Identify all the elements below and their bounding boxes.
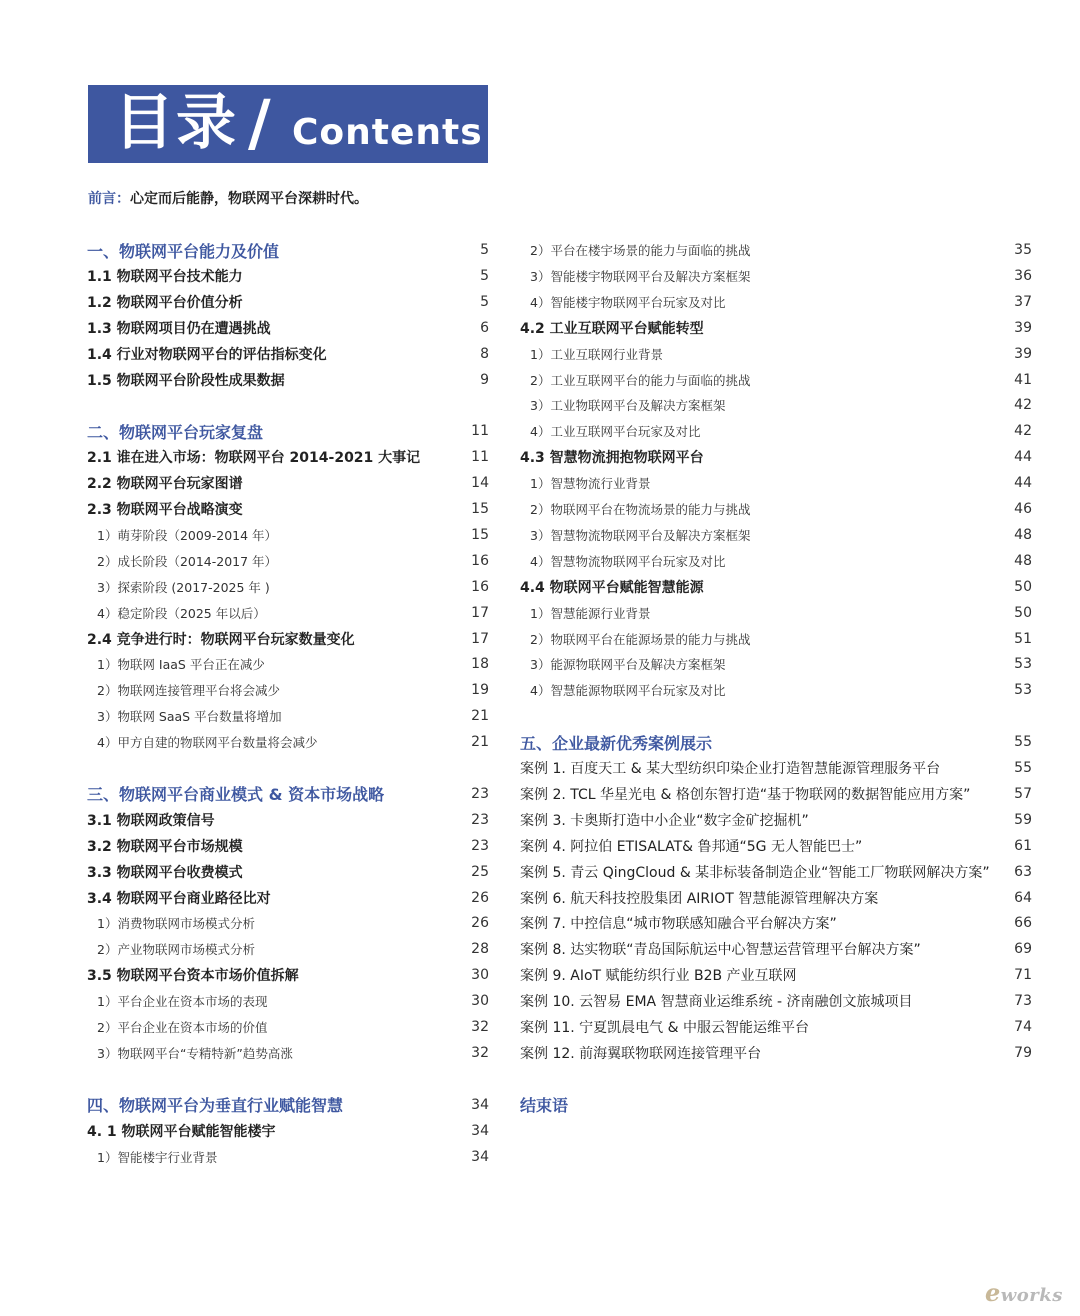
toc-entry-title: 2.1 谁在进入市场：物联网平台 2014-2021 大事记 bbox=[87, 450, 421, 467]
toc-entry-title: 2）工业互联网平台的能力与面临的挑战 bbox=[530, 372, 751, 388]
toc-subsection-entry[interactable] bbox=[87, 470, 489, 496]
toc-page-number: 57 bbox=[1014, 785, 1032, 802]
toc-page-number: 30 bbox=[471, 967, 489, 984]
toc-page-number: 5 bbox=[480, 267, 489, 284]
toc-section-entry[interactable] bbox=[520, 729, 1032, 755]
toc-page-number: 39 bbox=[1014, 345, 1032, 362]
toc-entry-title: 3.1 物联网政策信号 bbox=[87, 812, 215, 829]
toc-page-number: 44 bbox=[1014, 449, 1032, 466]
title-english: Contents bbox=[292, 112, 483, 153]
toc-page-number: 21 bbox=[471, 708, 489, 725]
toc-entry-title: 3.5 物联网平台资本市场价值拆解 bbox=[87, 968, 299, 985]
toc-item-entry[interactable] bbox=[520, 496, 1032, 522]
toc-section-entry[interactable] bbox=[87, 237, 489, 263]
toc-page-number: 32 bbox=[471, 1044, 489, 1061]
toc-page-number: 50 bbox=[1014, 578, 1032, 595]
toc-page-number: 73 bbox=[1014, 993, 1032, 1010]
toc-entry-title: 3.3 物联网平台收费模式 bbox=[87, 864, 243, 881]
toc-page-number: 37 bbox=[1014, 293, 1032, 310]
toc-page-number: 15 bbox=[471, 526, 489, 543]
toc-entry-title: 3）能源物联网平台及解决方案框架 bbox=[530, 657, 726, 673]
toc-case-entry[interactable] bbox=[520, 807, 1032, 833]
toc-entry-title: 案例 2. TCL 华星光电 & 格创东智打造“基于物联网的数据智能应用方案” bbox=[520, 786, 971, 803]
toc-page-number: 55 bbox=[1014, 760, 1032, 776]
toc-item-entry[interactable] bbox=[87, 574, 489, 600]
toc-entry-title: 2）平台在楼宇场景的能力与面临的挑战 bbox=[530, 243, 751, 258]
preface-label: 前言： bbox=[88, 191, 130, 207]
toc-subsection-entry[interactable] bbox=[87, 315, 489, 341]
toc-subsection-entry[interactable] bbox=[87, 341, 489, 367]
toc-case-entry[interactable] bbox=[520, 781, 1032, 807]
toc-item-entry[interactable] bbox=[87, 729, 489, 755]
toc-item-entry[interactable] bbox=[87, 651, 489, 677]
toc-item-entry[interactable] bbox=[520, 263, 1032, 289]
toc-entry-title: 2）物联网平台在能源场景的能力与挑战 bbox=[530, 631, 751, 647]
toc-page-number: 16 bbox=[471, 578, 489, 595]
toc-entry-title: 1）智慧物流行业背景 bbox=[530, 476, 651, 492]
contents-title-banner bbox=[88, 85, 488, 163]
toc-case-entry[interactable] bbox=[520, 885, 1032, 911]
toc-subsection-entry[interactable] bbox=[87, 833, 489, 859]
toc-page-number: 55 bbox=[1014, 734, 1032, 751]
toc-entry-title: 1）消费物联网市场模式分析 bbox=[97, 916, 255, 932]
toc-section-entry[interactable] bbox=[87, 781, 489, 807]
toc-page-number: 14 bbox=[471, 475, 489, 492]
toc-entry-title: 4）智慧能源物联网平台玩家及对比 bbox=[530, 683, 726, 699]
toc-page-number: 26 bbox=[471, 915, 489, 932]
toc-page-number: 41 bbox=[1014, 371, 1032, 388]
toc-item-entry[interactable] bbox=[520, 470, 1032, 496]
toc-item-entry[interactable] bbox=[87, 703, 489, 729]
toc-page-number: 11 bbox=[471, 423, 489, 440]
toc-page-number: 19 bbox=[471, 682, 489, 699]
toc-page-number: 48 bbox=[1014, 552, 1032, 569]
toc-entry-title: 案例 12. 前海翼联物联网连接管理平台 bbox=[520, 1045, 762, 1062]
toc-page-number: 42 bbox=[1014, 397, 1032, 414]
toc-entry-title: 1）智能楼宇行业背景 bbox=[97, 1149, 218, 1165]
toc-entry-title: 2）产业物联网市场模式分析 bbox=[97, 942, 255, 958]
toc-entry-title: 二、物联网平台玩家复盘 bbox=[87, 422, 264, 442]
toc-subsection-entry[interactable] bbox=[87, 885, 489, 911]
toc-entry-title: 4. 1 物联网平台赋能智能楼宇 bbox=[87, 1123, 276, 1140]
toc-entry-title: 3.4 物联网平台商业路径比对 bbox=[87, 890, 271, 907]
toc-page-number: 64 bbox=[1014, 889, 1032, 906]
eworks-logo bbox=[985, 1278, 1063, 1307]
toc-entry-title: 2.3 物联网平台战略演变 bbox=[87, 502, 243, 518]
toc-entry-title: 2）成长阶段（2014-2017 年） bbox=[97, 553, 278, 569]
toc-item-entry[interactable] bbox=[520, 522, 1032, 548]
toc-item-entry[interactable] bbox=[520, 392, 1032, 418]
toc-page-number: 16 bbox=[471, 552, 489, 569]
toc-page-number: 9 bbox=[480, 371, 489, 388]
toc-entry-title: 3.2 物联网平台市场规模 bbox=[87, 838, 243, 855]
toc-page-number: 42 bbox=[1014, 423, 1032, 440]
toc-page-number: 53 bbox=[1014, 682, 1032, 699]
toc-entry-title: 案例 3. 卡奥斯打造中小企业“数字金矿挖掘机” bbox=[520, 812, 809, 829]
toc-page-number: 30 bbox=[471, 993, 489, 1010]
toc-entry-title: 1.4 行业对物联网平台的评估指标变化 bbox=[87, 346, 327, 363]
logo-e: e bbox=[985, 1278, 1001, 1307]
logo-text: works bbox=[1000, 1285, 1063, 1306]
toc-page-number: 21 bbox=[471, 734, 489, 751]
toc-entry-title: 案例 11. 宁夏凯晨电气 & 中服云智能运维平台 bbox=[520, 1020, 809, 1036]
toc-entry-title: 4）稳定阶段（2025 年以后） bbox=[97, 605, 266, 621]
toc-page-number: 23 bbox=[471, 837, 489, 854]
toc-item-entry[interactable] bbox=[520, 289, 1032, 315]
toc-page-number: 18 bbox=[471, 656, 489, 673]
toc-page-number: 63 bbox=[1014, 863, 1032, 880]
toc-page-number: 23 bbox=[471, 785, 489, 802]
toc-page-number: 5 bbox=[480, 242, 489, 258]
toc-item-entry[interactable] bbox=[520, 677, 1032, 703]
toc-page-number: 51 bbox=[1014, 630, 1032, 647]
toc-section-entry[interactable] bbox=[87, 418, 489, 444]
toc-item-entry[interactable] bbox=[520, 600, 1032, 626]
toc-entry-title: 3）智能楼宇物联网平台及解决方案框架 bbox=[530, 268, 751, 284]
toc-page-number: 71 bbox=[1014, 967, 1032, 984]
toc-case-entry[interactable] bbox=[520, 859, 1032, 885]
toc-page-number: 11 bbox=[471, 449, 489, 466]
title-chinese: 目录 bbox=[114, 88, 238, 158]
toc-entry-title: 4）甲方自建的物联网平台数量将会减少 bbox=[97, 735, 318, 751]
toc-entry-title: 案例 8. 达实物联“青岛国际航运中心智慧运营管理平台解决方案” bbox=[520, 942, 921, 959]
toc-item-entry[interactable] bbox=[87, 548, 489, 574]
toc-entry-title: 案例 5. 青云 QingCloud & 某非标装备制造企业“智能工厂物联网解决方案” bbox=[520, 864, 990, 881]
toc-subsection-entry[interactable] bbox=[87, 859, 489, 885]
toc-page-number: 50 bbox=[1014, 604, 1032, 621]
toc-entry-title: 3）物联网 SaaS 平台数量将增加 bbox=[97, 709, 282, 725]
toc-entry-title: 3）物联网平台“专精特新”趋势高涨 bbox=[97, 1045, 293, 1061]
toc-page-number: 23 bbox=[471, 811, 489, 828]
toc-entry-title: 2）物联网连接管理平台将会减少 bbox=[97, 683, 280, 699]
toc-entry-title: 结束语 bbox=[520, 1096, 569, 1116]
toc-entry-title: 三、物联网平台商业模式 & 资本市场战略 bbox=[87, 785, 385, 805]
toc-item-entry[interactable] bbox=[520, 367, 1032, 393]
toc-case-entry[interactable] bbox=[520, 755, 1032, 781]
toc-entry-title: 1）平台企业在资本市场的表现 bbox=[97, 994, 268, 1010]
toc-entry-title: 1.2 物联网平台价值分析 bbox=[87, 294, 243, 311]
toc-entry-title: 1）物联网 IaaS 平台正在减少 bbox=[97, 657, 265, 673]
toc-item-entry[interactable] bbox=[520, 418, 1032, 444]
toc-case-entry[interactable] bbox=[520, 910, 1032, 936]
toc-case-entry[interactable] bbox=[520, 936, 1032, 962]
toc-item-entry[interactable] bbox=[520, 341, 1032, 367]
toc-case-entry[interactable] bbox=[520, 962, 1032, 988]
toc-page-number: 36 bbox=[1014, 267, 1032, 284]
toc-subsection-entry[interactable] bbox=[87, 367, 489, 393]
toc-page-number: 44 bbox=[1014, 475, 1032, 492]
toc-entry-title: 4.2 工业互联网平台赋能转型 bbox=[520, 320, 704, 337]
toc-page-number: 17 bbox=[471, 604, 489, 621]
toc-page-number: 59 bbox=[1014, 811, 1032, 828]
toc-entry-title: 1.1 物联网平台技术能力 bbox=[87, 268, 243, 285]
toc-entry-title: 案例 9. AIoT 赋能纺织行业 B2B 产业互联网 bbox=[520, 968, 797, 985]
toc-page-number: 34 bbox=[471, 1148, 489, 1165]
toc-subsection-entry[interactable] bbox=[87, 626, 489, 652]
toc-page-number: 34 bbox=[471, 1096, 489, 1113]
toc-entry-title: 1.5 物联网平台阶段性成果数据 bbox=[87, 372, 285, 389]
toc-entry-title: 2）物联网平台在物流场景的能力与挑战 bbox=[530, 502, 751, 517]
toc-entry-title: 3）智慧物流物联网平台及解决方案框架 bbox=[530, 527, 751, 543]
toc-subsection-entry[interactable] bbox=[87, 263, 489, 289]
title-slash: / bbox=[248, 86, 271, 159]
toc-item-entry[interactable] bbox=[520, 548, 1032, 574]
toc-entry-title: 2.4 竞争进行时：物联网平台玩家数量变化 bbox=[87, 631, 355, 648]
toc-entry-title: 1）智慧能源行业背景 bbox=[530, 605, 651, 621]
toc-item-entry[interactable] bbox=[87, 1040, 489, 1066]
toc-entry-title: 1）工业互联网行业背景 bbox=[530, 346, 663, 362]
toc-page-number: 35 bbox=[1014, 242, 1032, 258]
toc-subsection-entry[interactable] bbox=[520, 574, 1032, 600]
toc-entry-title: 2.2 物联网平台玩家图谱 bbox=[87, 476, 243, 493]
toc-entry-title: 五、企业最新优秀案例展示 bbox=[520, 733, 713, 753]
toc-case-entry[interactable] bbox=[520, 1040, 1032, 1066]
toc-case-entry[interactable] bbox=[520, 988, 1032, 1014]
toc-page-number: 79 bbox=[1014, 1044, 1032, 1061]
toc-case-entry[interactable] bbox=[520, 1014, 1032, 1040]
toc-item-entry[interactable] bbox=[87, 522, 489, 548]
toc-item-entry[interactable] bbox=[87, 1144, 489, 1170]
toc-item-entry[interactable] bbox=[520, 651, 1032, 677]
toc-page-number: 69 bbox=[1014, 941, 1032, 958]
toc-case-entry[interactable] bbox=[520, 833, 1032, 859]
toc-entry-title: 4）工业互联网平台玩家及对比 bbox=[530, 424, 701, 440]
toc-entry-title: 一、物联网平台能力及价值 bbox=[87, 241, 280, 261]
toc-page-number: 6 bbox=[480, 319, 489, 336]
toc-entry-title: 2）平台企业在资本市场的价值 bbox=[97, 1020, 268, 1035]
toc-entry-title: 4）智能楼宇物联网平台玩家及对比 bbox=[530, 294, 726, 310]
toc-item-entry[interactable] bbox=[87, 910, 489, 936]
toc-entry-title: 1）萌芽阶段（2009-2014 年） bbox=[97, 527, 278, 543]
toc-page-number: 5 bbox=[480, 293, 489, 310]
toc-entry-title: 4.3 智慧物流拥抱物联网平台 bbox=[520, 450, 704, 467]
toc-page-number: 32 bbox=[471, 1019, 489, 1035]
toc-entry-title: 案例 10. 云智易 EMA 智慧商业运维系统 - 济南融创文旅城项目 bbox=[520, 994, 913, 1011]
toc-item-entry[interactable] bbox=[87, 1014, 489, 1040]
toc-entry-title: 3）工业物联网平台及解决方案框架 bbox=[530, 398, 726, 414]
toc-page-number: 25 bbox=[471, 863, 489, 880]
toc-page-number: 39 bbox=[1014, 319, 1032, 336]
toc-entry-title: 案例 6. 航天科技控股集团 AIRIOT 智慧能源管理解决方案 bbox=[520, 890, 879, 907]
toc-entry-title: 案例 1. 百度天工 & 某大型纺织印染企业打造智慧能源管理服务平台 bbox=[520, 761, 941, 777]
toc-subsection-entry[interactable] bbox=[87, 289, 489, 315]
toc-page-number: 17 bbox=[471, 630, 489, 647]
toc-entry-title: 四、物联网平台为垂直行业赋能智慧 bbox=[87, 1096, 344, 1116]
toc-subsection-entry[interactable] bbox=[520, 315, 1032, 341]
toc-item-entry[interactable] bbox=[87, 988, 489, 1014]
toc-page-number: 53 bbox=[1014, 656, 1032, 673]
toc-entry-title: 案例 4. 阿拉伯 ETISALAT& 鲁邦通“5G 无人智能巴士” bbox=[520, 838, 863, 855]
toc-subsection-entry[interactable] bbox=[87, 444, 489, 470]
toc-section-entry[interactable] bbox=[87, 1092, 489, 1118]
toc-page-number: 74 bbox=[1014, 1019, 1032, 1035]
toc-item-entry[interactable] bbox=[87, 600, 489, 626]
toc-page-number: 61 bbox=[1014, 837, 1032, 854]
toc-page-number: 46 bbox=[1014, 501, 1032, 517]
toc-entry-title: 3）探索阶段 (2017-2025 年 ) bbox=[97, 579, 270, 595]
toc-item-entry[interactable] bbox=[520, 237, 1032, 263]
toc-page-number: 28 bbox=[471, 941, 489, 958]
toc-item-entry[interactable] bbox=[520, 626, 1032, 652]
toc-subsection-entry[interactable] bbox=[87, 496, 489, 522]
toc-item-entry[interactable] bbox=[87, 677, 489, 703]
toc-page-number: 66 bbox=[1014, 915, 1032, 932]
toc-subsection-entry[interactable] bbox=[87, 962, 489, 988]
toc-section-entry[interactable] bbox=[520, 1092, 1032, 1118]
toc-entry-title: 1.3 物联网项目仍在遭遇挑战 bbox=[87, 320, 271, 337]
toc-subsection-entry[interactable] bbox=[87, 1118, 489, 1144]
toc-page-number: 26 bbox=[471, 889, 489, 906]
preface-text: 心定而后能静，物联网平台深耕时代。 bbox=[130, 191, 368, 207]
toc-entry-title: 案例 7. 中控信息“城市物联感知融合平台解决方案” bbox=[520, 916, 837, 933]
toc-entry-title: 4）智慧物流物联网平台玩家及对比 bbox=[530, 553, 726, 569]
preface-line[interactable] bbox=[88, 188, 368, 210]
toc-subsection-entry[interactable] bbox=[520, 444, 1032, 470]
toc-page-number: 48 bbox=[1014, 526, 1032, 543]
toc-subsection-entry[interactable] bbox=[87, 807, 489, 833]
toc-page-number: 34 bbox=[471, 1122, 489, 1139]
toc-entry-title: 4.4 物联网平台赋能智慧能源 bbox=[520, 579, 704, 596]
toc-page-number: 15 bbox=[471, 501, 489, 517]
toc-item-entry[interactable] bbox=[87, 936, 489, 962]
toc-page-number: 8 bbox=[480, 345, 489, 362]
